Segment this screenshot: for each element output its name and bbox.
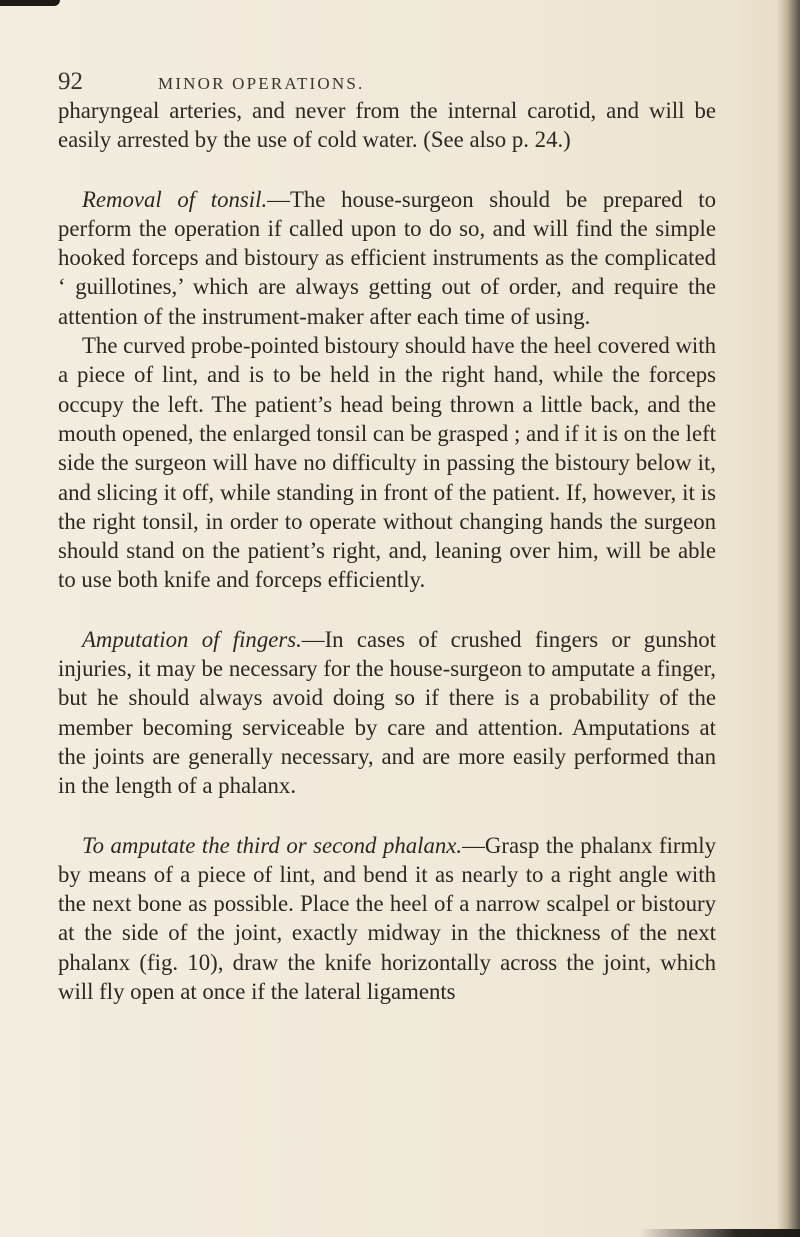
paragraph-text: pharyngeal arteries, and never from the internal carotid, and will be easily arrested by the use of cold water. (See also p. 24.) [58,98,716,153]
paragraph-text: —The house-surgeon should be prepared to perform the operation if called upon to do so, and will find the simple hooked forceps and bistoury as efficient instruments as the complicated ‘ guillotines,’ which are always getting out of order, and require the attention of the instrument-maker after each time of using. [58,186,716,329]
paragraph-continuation [58,96,716,155]
body-text [58,96,716,1006]
section-heading-amputation-of-fingers: Amputation of fingers. [82,626,302,652]
paragraph-curved-bistoury [58,331,716,595]
paragraph-amputation-of-fingers [58,625,716,801]
corner-shadow [0,0,60,6]
paragraph-text: —In cases of crushed fingers or gunshot injuries, it may be necessary for the house-surgeon to amputate a finger, but he should always avoid doing so if there is a probability of the member becoming serviceable by care and attention. Amputations at the joints are generally necessary, and are more easily performed than in the length of a phalanx. [58,626,716,799]
page-number: 92 [58,68,83,95]
page-edge-shadow [778,0,800,1237]
paragraph-amputate-phalanx [58,831,716,1007]
page-header [58,68,718,96]
paragraph-text: The curved probe-pointed bistoury should have the heel covered with a piece of lint, and is to be held in the right hand, while the forceps occupy the left. The patient’s head being thrown a little back, and the mouth opened, the enlarged tonsil can be grasped ; and if it is on the left side the surgeon will have no difficulty in passing the bistoury below it, and slicing it off, while standing in front of the patient. If, however, it is the right tonsil, in order to operate without changing hands the surgeon should stand on the patient’s right, and, leaning over him, will be able to use both knife and forceps efficiently. [58,333,716,593]
bottom-edge-shadow [640,1229,800,1237]
section-heading-amputate-phalanx: To amputate the third or second phalanx. [82,832,463,858]
paragraph-removal-of-tonsil [58,185,716,331]
paragraph-text: —Grasp the phalanx firmly by means of a piece of lint, and bend it as nearly to a right angle with the next bone as possible. Place the heel of a narrow scalpel or bistoury at the side of the joint, exactly midway in the thickness of the next phalanx (fig. 10), draw the knife horizontally across the joint, which will fly open at once if the lateral ligaments [58,832,716,1005]
section-heading-removal-of-tonsil: Removal of tonsil. [82,186,268,212]
running-head: MINOR OPERATIONS. [158,74,365,93]
